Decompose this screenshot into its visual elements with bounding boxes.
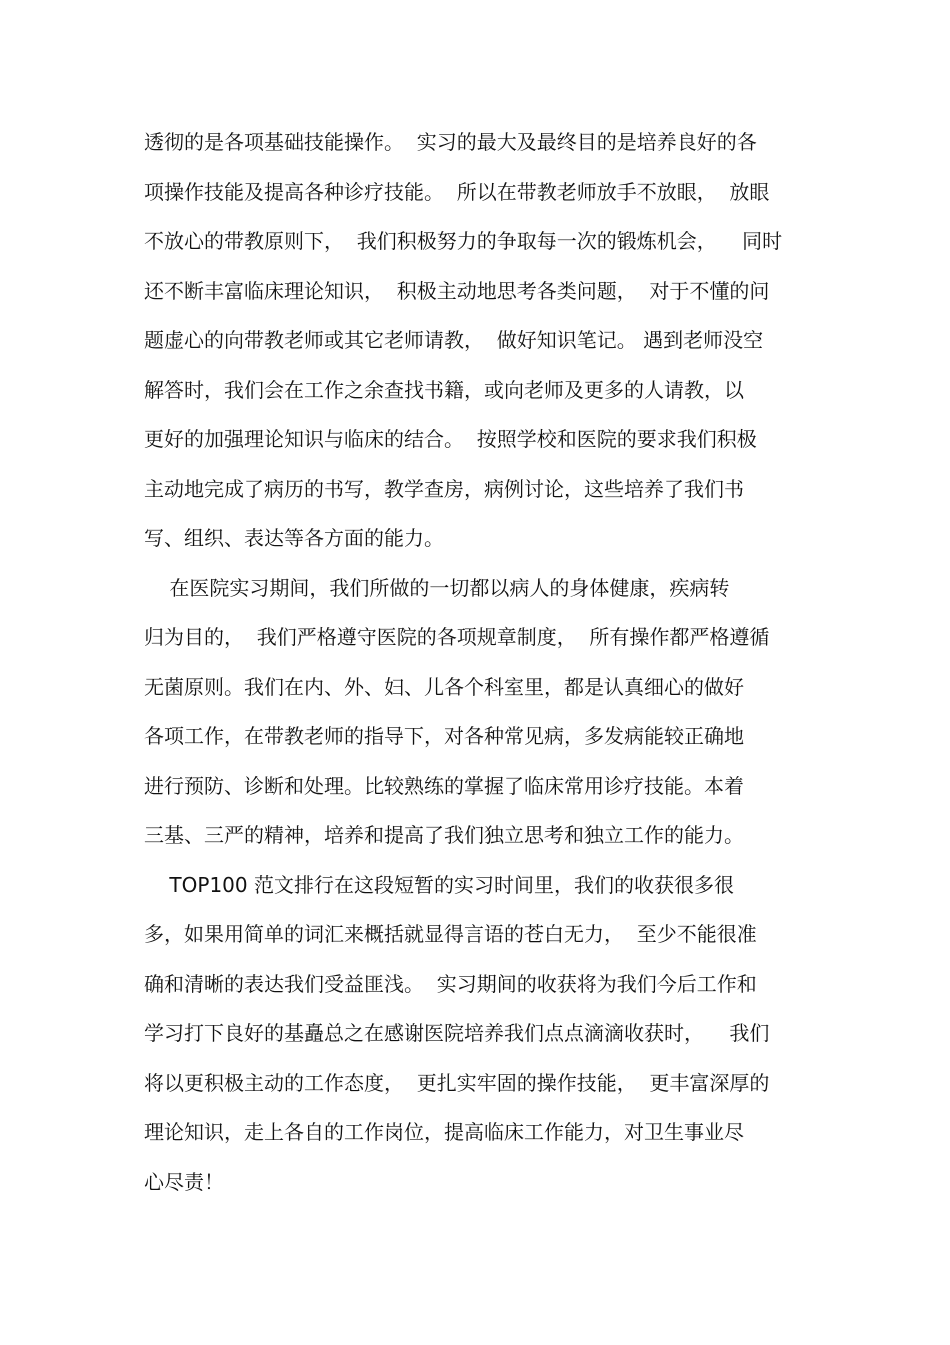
body-text: [144, 122, 824, 1211]
text-line: 解答时，我们会在工作之余查找书籍，或向老师及更多的人请教，以: [144, 377, 744, 402]
text-line: 写、组织、表达等各方面的能力。: [144, 526, 444, 550]
text-line: TOP100 范文排行在这段短暂的实习时间里，我们的收获很多很: [144, 872, 734, 897]
text-line: 更好的加强理论知识与临床的结合。 按照学校和医院的要求我们积极: [144, 427, 757, 451]
text-line: 三基、三严的精神，培养和提高了我们独立思考和独立工作的能力。: [144, 823, 744, 847]
text-line: 透彻的是各项基础技能操作。 实习的最大及最终目的是培养良好的各: [144, 130, 757, 154]
text-line: 项操作技能及提高各种诊疗技能。 所以在带教老师放手不放眼， 放眼: [144, 179, 770, 204]
text-line: 各项工作，在带教老师的指导下，对各种常见病，多发病能较正确地: [144, 724, 744, 748]
text-line: 理论知识，走上各自的工作岗位，提高临床工作能力，对卫生事业尽: [144, 1120, 744, 1144]
text-line: 确和清晰的表达我们受益匪浅。 实习期间的收获将为我们今后工作和: [144, 971, 757, 996]
text-line: 还不断丰富临床理论知识， 积极主动地思考各类问题， 对于不懂的问: [144, 278, 770, 303]
text-line: 学习打下良好的基矗总之在感谢医院培养我们点点滴滴收获时， 我们: [144, 1021, 770, 1045]
text-line: 无菌原则。我们在内、外、妇、儿各个科室里，都是认真细心的做好: [144, 674, 744, 699]
text-line: 主动地完成了病历的书写，教学查房，病例讨论，这些培养了我们书: [144, 476, 744, 501]
text-line: 进行预防、诊断和处理。比较熟练的掌握了临床常用诊疗技能。本着: [144, 773, 744, 798]
text-line: 题虚心的向带教老师或其它老师请教， 做好知识笔记。 遇到老师没空: [144, 328, 764, 352]
text-line: 将以更积极主动的工作态度， 更扎实牢固的操作技能， 更丰富深厚的: [144, 1070, 770, 1095]
text-line: 心尽责！: [144, 1169, 224, 1194]
text-line: 多，如果用简单的词汇来概括就显得言语的苍白无力， 至少不能很准: [144, 922, 757, 946]
text-line: 在医院实习期间，我们所做的一切都以病人的身体健康，疾病转: [144, 575, 730, 600]
text-line: 不放心的带教原则下， 我们积极努力的争取每一次的锻炼机会， 同时: [144, 229, 783, 253]
text-line: 归为目的， 我们严格遵守医院的各项规章制度， 所有操作都严格遵循: [144, 625, 770, 649]
